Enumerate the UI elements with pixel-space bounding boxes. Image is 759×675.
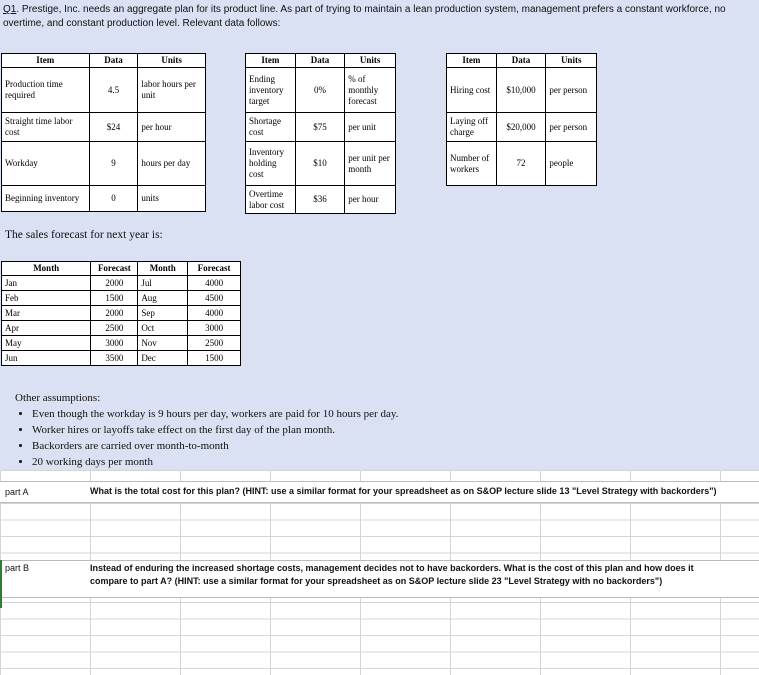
forecast-cell: 2000 [91, 276, 138, 291]
month-cell: Feb [2, 291, 91, 306]
cell-units: labor hours per unit [138, 68, 206, 113]
cell-data: 4.5 [89, 68, 138, 113]
cell-data: $75 [295, 113, 344, 142]
cell-item: Overtime labor cost [246, 186, 296, 214]
header-item: Item [246, 54, 296, 68]
cell-units: per hour [345, 186, 396, 214]
cell-units: units [138, 186, 206, 212]
question-intro [3, 3, 748, 31]
cell-item: Workday [2, 142, 90, 186]
forecast-cell: 3000 [188, 321, 241, 336]
assumptions-list [15, 406, 398, 470]
labor-data-table [1, 53, 206, 212]
cell-data: $24 [89, 113, 138, 142]
month-cell: Jul [138, 276, 188, 291]
cell-data: 9 [89, 142, 138, 186]
header-units: Units [138, 54, 206, 68]
cell-item: Production time required [2, 68, 90, 113]
cell-units: per unit per month [345, 142, 396, 186]
forecast-row [2, 276, 241, 291]
cell-item: Inventory holding cost [246, 142, 296, 186]
cell-item: Laying off charge [447, 113, 497, 142]
cost-data-table [245, 53, 396, 214]
forecast-cell: 3500 [91, 351, 138, 366]
cell-units: hours per day [138, 142, 206, 186]
month-cell: Sep [138, 306, 188, 321]
cell-item: Shortage cost [246, 113, 296, 142]
cell-units: per hour [138, 113, 206, 142]
month-cell: May [2, 336, 91, 351]
header-data: Data [496, 54, 546, 68]
assumptions-title: Other assumptions: [15, 392, 101, 404]
cell-units: per unit [345, 113, 396, 142]
header-item: Item [2, 54, 90, 68]
cell-data: 72 [496, 142, 546, 186]
month-cell: Nov [138, 336, 188, 351]
assumption-item: • 20 working days per month [32, 454, 398, 470]
forecast-cell: 2500 [188, 336, 241, 351]
cell-data: 0 [89, 186, 138, 212]
cell-data: 0% [295, 68, 344, 113]
cell-data: $36 [295, 186, 344, 214]
forecast-row [2, 351, 241, 366]
month-cell: Aug [138, 291, 188, 306]
forecast-cell: 1500 [188, 351, 241, 366]
forecast-cell: 3000 [91, 336, 138, 351]
part-a-label: part A [5, 487, 29, 497]
forecast-row [2, 291, 241, 306]
header-units: Units [546, 54, 597, 68]
sales-forecast-title: The sales forecast for next year is: [5, 229, 163, 241]
forecast-cell: 2000 [91, 306, 138, 321]
forecast-row [2, 321, 241, 336]
cell-units: per person [546, 68, 597, 113]
month-cell: Oct [138, 321, 188, 336]
cell-selection-marker [0, 560, 2, 608]
question-text: . Prestige, Inc. needs an aggregate plan for its product line. As part of trying to maintain a lean production system, management prefers a constant workforce, no overtime, and constant production level. Relevant data follows: [3, 4, 726, 29]
other-assumptions [15, 390, 398, 470]
cell-data: $10,000 [496, 68, 546, 113]
header-data: Data [89, 54, 138, 68]
assumption-item: • Worker hires or layoffs take effect on the first day of the plan month. [32, 422, 398, 438]
cell-units: people [546, 142, 597, 186]
cell-data: $10 [295, 142, 344, 186]
month-cell: Mar [2, 306, 91, 321]
forecast-cell: 4000 [188, 276, 241, 291]
cell-item: Beginning inventory [2, 186, 90, 212]
assumption-item: • Backorders are carried over month-to-month [32, 438, 398, 454]
cell-units: % of monthly forecast [345, 68, 396, 113]
month-cell: Dec [138, 351, 188, 366]
forecast-cell: 4500 [188, 291, 241, 306]
cell-data: $20,000 [496, 113, 546, 142]
assumption-item: • Even though the workday is 9 hours per day, workers are paid for 10 hours per day. [32, 406, 398, 422]
part-a-question: What is the total cost for this plan? (HINT: use a similar format for your spreadsheet as on S&OP lecture slide 13 "Level Strategy with backorders") [90, 486, 717, 496]
month-cell: Apr [2, 321, 91, 336]
month-cell: Jun [2, 351, 91, 366]
header-forecast: Forecast [188, 262, 241, 276]
forecast-row [2, 306, 241, 321]
cell-units: per person [546, 113, 597, 142]
workforce-data-table [446, 53, 597, 186]
header-month: Month [2, 262, 91, 276]
cell-item: Straight time labor cost [2, 113, 90, 142]
header-data: Data [295, 54, 344, 68]
part-b-label: part B [5, 563, 30, 573]
header-forecast: Forecast [91, 262, 138, 276]
forecast-cell: 4000 [188, 306, 241, 321]
question-number: Q1 [3, 4, 17, 15]
header-month: Month [138, 262, 188, 276]
forecast-table [1, 261, 241, 366]
header-units: Units [345, 54, 396, 68]
cell-item: Hiring cost [447, 68, 497, 113]
forecast-row [2, 336, 241, 351]
part-b-question: Instead of enduring the increased shortage costs, management decides not to have backorders. What is the cost of this plan and how does it compare to part A? (HINT: use a similar format for your spreadsheet as on S&OP lecture slide 23 "Level Strategy with no backorders") [90, 563, 694, 586]
header-item: Item [447, 54, 497, 68]
forecast-cell: 2500 [91, 321, 138, 336]
forecast-cell: 1500 [91, 291, 138, 306]
cell-item: Number of workers [447, 142, 497, 186]
month-cell: Jan [2, 276, 91, 291]
cell-item: Ending inventory target [246, 68, 296, 113]
